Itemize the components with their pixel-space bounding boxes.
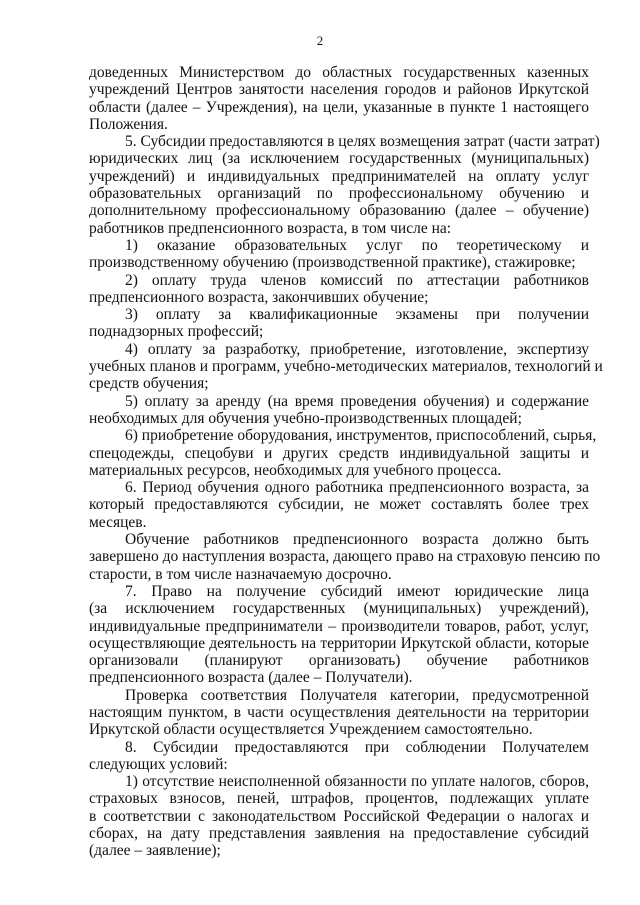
text-line: сборах, на дату представления заявления на предоставление субсидий: [89, 825, 589, 843]
text-line: области (далее – Учреждения), на цели, указанные в пункте 1 настоящего: [89, 98, 589, 116]
text-line: учреждений) и индивидуальных предпринимателей на оплату услуг: [89, 167, 589, 185]
text-line: дополнительному профессиональному образованию (далее – обучение): [89, 202, 589, 220]
text-line: Положения.: [89, 115, 168, 133]
text-line: 2) оплату труда членов комиссий по аттестации работников: [125, 271, 589, 289]
page-number: 2: [316, 33, 324, 48]
text-line: учреждений Центров занятости населения городов и районов Иркутской: [89, 81, 589, 99]
text-line: поднадзорных профессий;: [89, 323, 264, 341]
text-line: месяцев.: [89, 513, 147, 531]
text-line: в соответствии с законодательством Российской Федерации о налогах и: [89, 807, 589, 825]
text-line: 6) приобретение оборудования, инструментов, приспособлений, сырья,: [125, 427, 597, 445]
text-line: 7. Право на получение субсидий имеют юридические лица: [125, 582, 589, 600]
text-line: спецодежды, спецобуви и других средств индивидуальной защиты и: [89, 444, 589, 462]
text-line: Проверка соответствия Получателя категории, предусмотренной: [125, 686, 589, 704]
text-line: предпенсионного возраста, закончивших обучение;: [89, 288, 429, 306]
text-line: 6. Период обучения одного работника предпенсионного возраста, за: [125, 479, 589, 497]
text-line: образовательных организаций по профессиональному обучению и: [89, 185, 589, 203]
text-line: настоящим пунктом, в части осуществления деятельности на территории: [89, 703, 589, 721]
text-line: (за исключением государственных (муниципальных) учреждений),: [89, 600, 589, 618]
text-line: учебных планов и программ, учебно-методических материалов, технологий и: [89, 358, 603, 376]
text-line: 1) отсутствие неисполненной обязанности по уплате налогов, сборов,: [125, 773, 589, 791]
text-line: завершено до наступления возраста, дающего право на страховую пенсию по: [89, 548, 601, 566]
text-line: следующих условий:: [89, 755, 228, 773]
text-line: доведенных Министерством до областных государственных казенных: [89, 64, 589, 81]
text-line: предпенсионного возраста (далее – Получатели).: [89, 669, 413, 687]
text-line: 1) оказание образовательных услуг по теоретическому и: [125, 236, 589, 254]
text-line: 4) оплату за разработку, приобретение, изготовление, экспертизу: [125, 340, 589, 358]
text-line: организовали (планируют организовать) обучение работников: [89, 652, 589, 670]
text-line: индивидуальные предприниматели – производители товаров, работ, услуг,: [89, 617, 589, 635]
text-line: работников предпенсионного возраста, в том числе на:: [89, 219, 452, 237]
document-body: [89, 64, 603, 860]
text-line: необходимых для обучения учебно-производственных площадей;: [89, 409, 522, 427]
text-line: 5) оплату за аренду (на время проведения обучения) и содержание: [125, 392, 589, 410]
text-line: юридических лиц (за исключением государственных (муниципальных): [89, 150, 589, 168]
text-line: 5. Субсидии предоставляются в целях возмещения затрат (части затрат): [125, 133, 600, 151]
text-line: старости, в том числе назначаемую досрочно.: [89, 565, 392, 583]
text-line: осуществляющие деятельность на территории Иркутской области, которые: [89, 634, 589, 652]
text-line: 8. Субсидии предоставляются при соблюдении Получателем: [125, 738, 589, 756]
text-line: средств обучения;: [89, 375, 209, 393]
text-line: страховых взносов, пеней, штрафов, процентов, подлежащих уплате: [89, 790, 589, 808]
text-line: материальных ресурсов, необходимых для учебного процесса.: [89, 461, 502, 479]
text-line: производственному обучению (производственной практике), стажировке;: [89, 254, 576, 272]
text-line: 3) оплату за квалификационные экзамены при получении: [125, 306, 589, 324]
text-line: который предоставляются субсидии, не может составлять более трех: [89, 496, 589, 514]
text-line: (далее – заявление);: [89, 842, 221, 860]
text-line: Иркутской области осуществляется Учреждением самостоятельно.: [89, 721, 533, 739]
text-line: Обучение работников предпенсионного возраста должно быть: [125, 531, 589, 549]
